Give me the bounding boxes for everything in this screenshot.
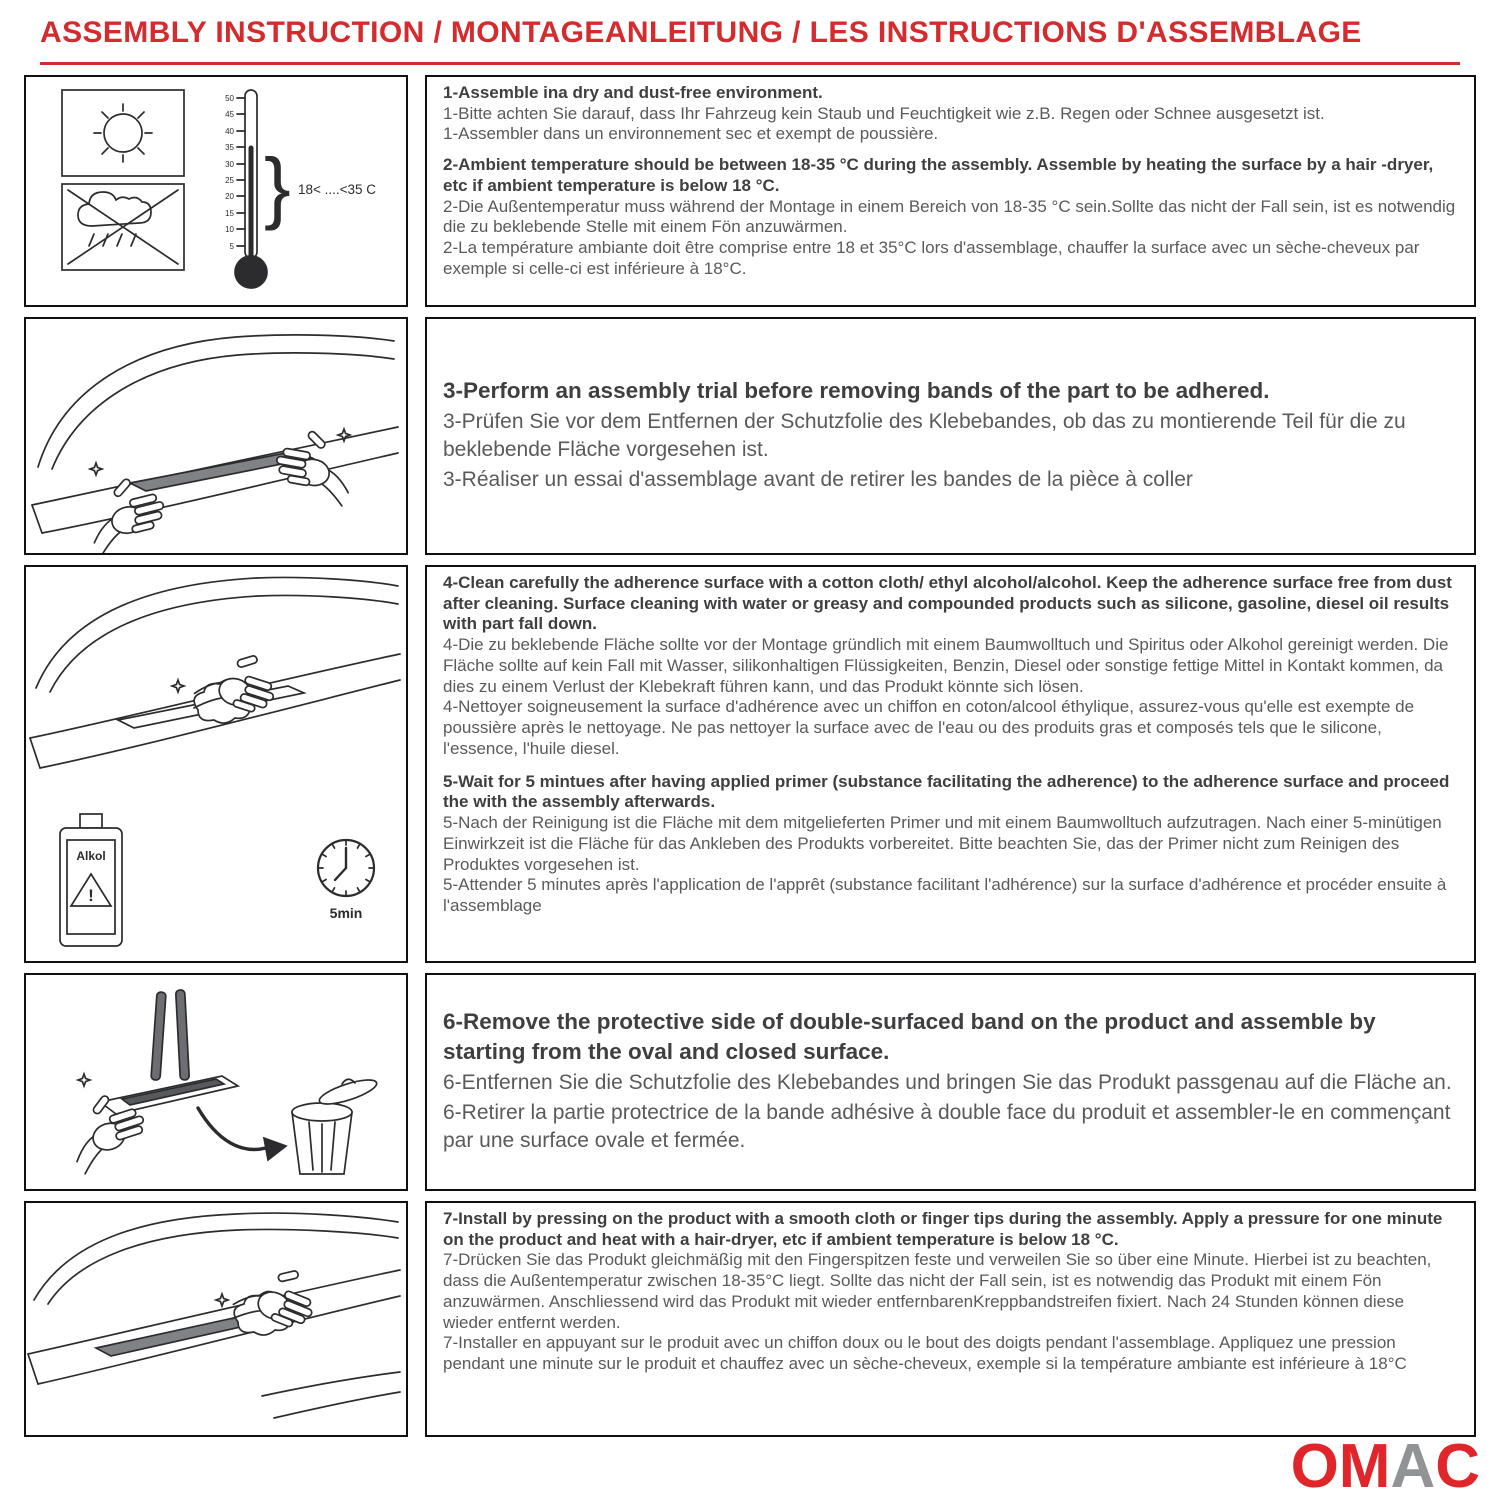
thermo-tick-label: 20 bbox=[225, 192, 234, 201]
step6-de: 6-Entfernen Sie die Schutzfolie des Klebebandes und bringen Sie das Produkt passgenau auf die Fläche an. bbox=[443, 1070, 1452, 1094]
thermo-tick-label: 35 bbox=[225, 143, 234, 152]
remove-band-illustration bbox=[26, 976, 406, 1188]
step7-fr: 7-Installer en appuyant sur le produit avec un chiffon doux ou le bout des doigts pendant l'assemblage. Appliquez une pression pendant une minute sur le produit et chauffez avec un sèche-cheveux, exemple si la température ambiante est inférieure à 18°C bbox=[443, 1333, 1407, 1374]
step5-en: 5-Wait for 5 mintues after having applied primer (substance facilitating the adherence) to the adherence surface and proceed the with the assembly afterwards. bbox=[443, 771, 1450, 812]
sparkle-icon bbox=[172, 680, 184, 692]
press-install-illustration bbox=[26, 1204, 406, 1434]
clock-label: 5min bbox=[329, 905, 363, 921]
step7-de: 7-Drücken Sie das Produkt gleichmäßig mit den Fingerspitzen feste und verweilen Sie so über eine Minute. Hierbei ist zu beachten, dass die Außentemperatur zwischen 18-35°C liegt. Sollte das nicht der Fall sein, ist es notwendig das Produkt mit einem Fön anzuwärmen. Anschliessend wird das Produkt mit wieder entfernbarenKreppbandstreifen fixiert. Nach 24 Stunden können diese wieder entfernt werden. bbox=[443, 1250, 1432, 1332]
temperature-range-label: 18< ....<35 C bbox=[298, 182, 377, 197]
step6-fr: 6-Retirer la partie protectrice de la bande adhésive à double face du produit et assembler-le en commençant par une surface ovale et fermée. bbox=[443, 1101, 1451, 1153]
illustration-box-press bbox=[24, 1201, 408, 1437]
sparkle-icon bbox=[216, 1294, 228, 1306]
step2-fr: 2-La température ambiante doit être comprise entre 18 et 35°C lors d'assemblage, chauffer la surface avec un sèche-cheveux par exemple si celle-ci est inférieure à 18°C. bbox=[443, 238, 1420, 278]
section-assembly-trial bbox=[24, 317, 1476, 555]
sun-icon bbox=[62, 90, 184, 176]
logo-text-a: A bbox=[1390, 1432, 1436, 1500]
thermo-tick-label: 25 bbox=[225, 176, 234, 185]
thermo-tick-label: 40 bbox=[225, 127, 234, 136]
text-box-press bbox=[425, 1201, 1476, 1437]
step5-fr: 5-Attender 5 minutes après l'application de l'apprêt (substance facilitant l'adhérence) sur la surface d'adhérence et procéder ensuite à l'assemblage bbox=[443, 875, 1447, 916]
sparkle-icon bbox=[78, 1074, 90, 1086]
trash-can-icon bbox=[292, 1075, 379, 1174]
illustration-box-trial bbox=[24, 317, 408, 555]
environment-illustration bbox=[26, 78, 406, 304]
bottle-warning-mark: ! bbox=[88, 886, 94, 905]
omac-logo bbox=[1290, 1432, 1480, 1500]
paragraph-spacer bbox=[443, 760, 1458, 772]
thermo-tick-label: 50 bbox=[225, 94, 234, 103]
text-box-trial bbox=[425, 317, 1476, 555]
title-underline bbox=[40, 62, 1460, 65]
step2-de: 2-Die Außentemperatur muss während der Montage in einem Bereich von 18-35 °C sein.Sollte das nicht der Fall sein, ist es notwendig die zu beklebende Stelle mit einem Fön anzuwärmen. bbox=[443, 196, 1456, 237]
text-box-environment bbox=[425, 75, 1476, 307]
assembly-trial-illustration bbox=[26, 319, 406, 553]
section-remove-band bbox=[24, 973, 1476, 1191]
step1-de: 1-Bitte achten Sie darauf, dass Ihr Fahrzeug kein Staub und Feuchtigkeit wie z.B. Regen oder Schnee ausgesetzt ist. bbox=[443, 103, 1325, 123]
step7-en: 7-Install by pressing on the product with a smooth cloth or finger tips during the assembly. Apply a pressure for one minute on the product and heat with a hair-dryer, etc if ambient temperature is below 18 °C. bbox=[443, 1209, 1443, 1249]
illustration-box-cleaning bbox=[24, 565, 408, 963]
step3-fr: 3-Réaliser un essai d'assemblage avant de retirer les bandes de la pièce à coller bbox=[443, 468, 1193, 492]
cleaning-illustration bbox=[26, 568, 406, 960]
step1-fr: 1-Assembler dans un environnement sec et exempt de poussière. bbox=[443, 124, 939, 144]
step4-de: 4-Die zu beklebende Fläche sollte vor der Montage gründlich mit einem Baumwolltuch und Spiritus oder Alkohol gereinigt werden. Die Fläche sollte auf kein Fall mit Wasser, silikonhaltigen Flüssigkeiten, Benzin, Diesel oder sonstige fettige Mittel in Kontakt kommen, da dies zu einem Verlust der Klebekraft führen kann, und das Produkt könnte sich lösen. bbox=[443, 635, 1449, 696]
step2-en: 2-Ambient temperature should be between 18-35 °C during the assembly. Assemble by heating the surface by a hair -dryer, etc if ambient temperature is below 18 °C. bbox=[443, 155, 1434, 195]
step1-en: 1-Assemble ina dry and dust-free environment. bbox=[443, 83, 823, 102]
step4-en: 4-Clean carefully the adherence surface with a cotton cloth/ ethyl alcohol/alcohol. Keep the adherence surface free from dust after cleaning. Surface cleaning with water or greasy and compounded products such as silicone, gasoline, diesel oil results with part fall down. bbox=[443, 573, 1452, 634]
thermo-tick-label: 30 bbox=[225, 160, 234, 169]
section-press-install bbox=[24, 1201, 1476, 1437]
range-brace: } bbox=[264, 142, 291, 231]
thermo-tick-label: 15 bbox=[225, 209, 234, 218]
step6-en: 6-Remove the protective side of double-surfaced band on the product and assemble by starting from the oval and closed surface. bbox=[443, 1008, 1376, 1064]
step3-de: 3-Prüfen Sie vor dem Entfernen der Schutzfolie des Klebebandes, ob das zu montierende Teil für die zu beklebende Fläche vorgesehen ist. bbox=[443, 409, 1406, 461]
text-box-band bbox=[425, 973, 1476, 1191]
text-box-cleaning bbox=[425, 565, 1476, 963]
section-cleaning bbox=[24, 565, 1476, 963]
illustration-box-band bbox=[24, 973, 408, 1191]
thermo-tick-label: 10 bbox=[225, 225, 234, 234]
step3-en: 3-Perform an assembly trial before removing bands of the part to be adhered. bbox=[443, 377, 1270, 403]
clock-icon bbox=[318, 840, 374, 896]
discard-arrow bbox=[198, 1108, 266, 1149]
no-rain-icon bbox=[62, 184, 184, 270]
thermo-tick-label: 5 bbox=[229, 242, 234, 251]
alcohol-bottle-icon bbox=[60, 814, 122, 946]
door-sill-sketch bbox=[28, 1213, 400, 1418]
peeled-band-strips bbox=[151, 990, 189, 1080]
discard-arrow-head bbox=[264, 1138, 286, 1160]
step4-fr: 4-Nettoyer soigneusement la surface d'adhérence avec un chiffon en coton/alcool éthylique, assurez-vous qu'elle est exempte de poussière après le nettoyage. Ne pas nettoyer la surface avec de l'eau ou des produits gras et composés tels que le silicone, l'essence, l'huile diesel. bbox=[443, 697, 1415, 758]
logo-text-c: C bbox=[1435, 1432, 1480, 1500]
thermometer-icon bbox=[225, 90, 267, 288]
thermo-tick-label: 45 bbox=[225, 110, 234, 119]
section-environment bbox=[24, 75, 1476, 307]
paragraph-spacer bbox=[443, 145, 1458, 155]
step5-de: 5-Nach der Reinigung ist die Fläche mit dem mitgelieferten Primer und mit einem Baumwolltuch aufzutragen. Nach einer 5-minütigen Einwirkzeit ist die Fläche für das Ankleben des Produkts vorbereitet. Bitte beachten Sie, das der Primer nicht zum Reinigen des Produktes vorgesehen ist. bbox=[443, 813, 1442, 874]
page-title: ASSEMBLY INSTRUCTION / MONTAGEANLEITUNG / LES INSTRUCTIONS D'ASSEMBLAGE bbox=[40, 16, 1362, 49]
logo-text-om: OM bbox=[1290, 1432, 1391, 1500]
door-sill-sketch bbox=[30, 577, 400, 768]
bottle-label: Alkol bbox=[76, 849, 106, 863]
sparkle-icon bbox=[90, 463, 102, 475]
illustration-box-environment bbox=[24, 75, 408, 307]
